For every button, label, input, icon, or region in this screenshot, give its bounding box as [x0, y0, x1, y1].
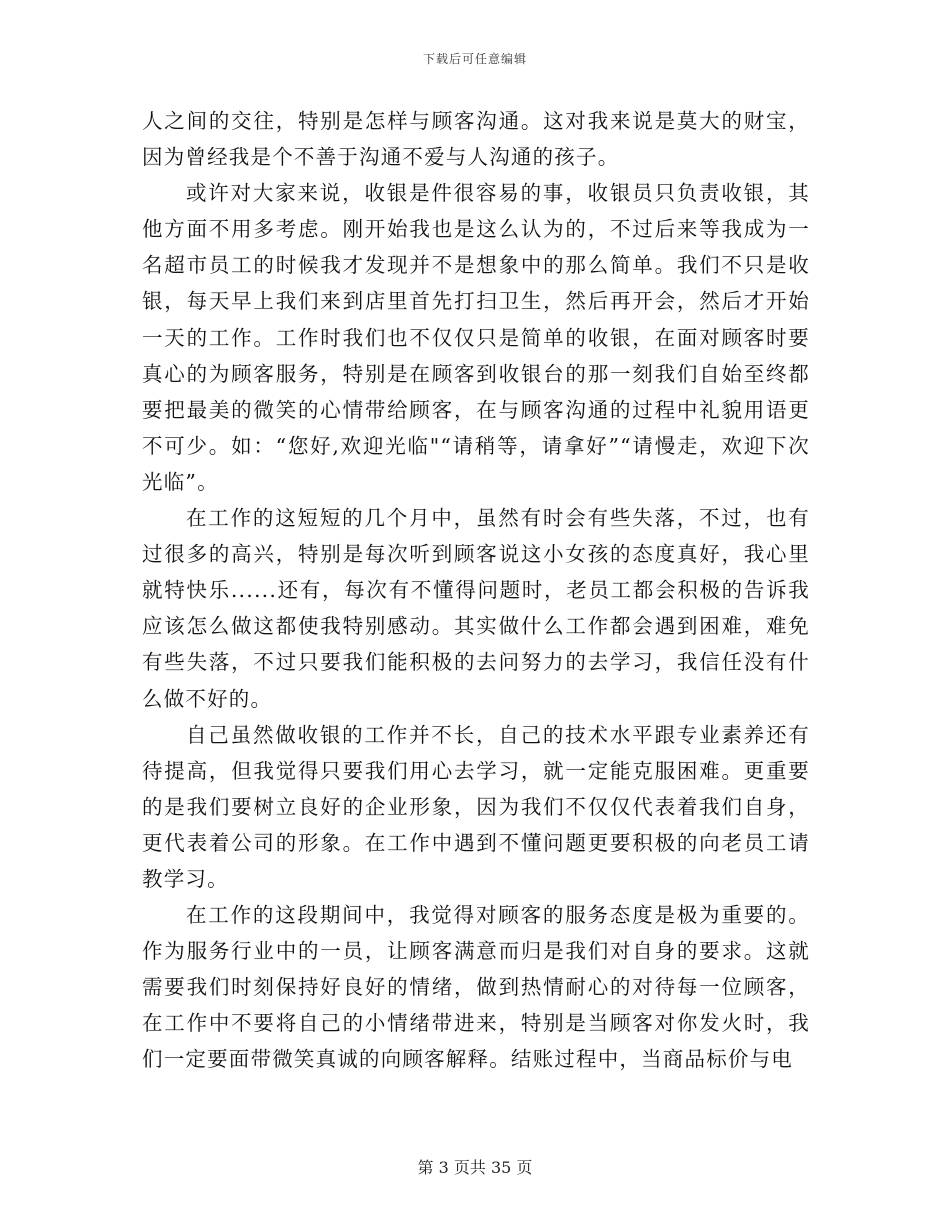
page-number: 第 3 页共 35 页 [417, 1158, 533, 1177]
paragraph-1: 人之间的交往，特别是怎样与顾客沟通。这对我来说是莫大的财宝，因为曾经我是个不善于沟通不爱与人沟通的孩子。 [142, 109, 810, 170]
document-body [142, 103, 810, 1078]
paragraph-4: 自己虽然做收银的工作并不长，自己的技术水平跟专业素养还有待提高，但我觉得只要我们用心去学习，就一定能克服困难。更重要的是我们要树立良好的企业形象，因为我们不仅仅代表着我们自身，更代表着公司的形象。在工作中遇到不懂问题更要积极的向老员工请教学习。 [142, 722, 810, 891]
page-header-note: 下载后可任意编辑 [422, 52, 527, 66]
paragraph-2: 或许对大家来说，收银是件很容易的事，收银员只负责收银，其他方面不用多考虑。刚开始我也是这么认为的，不过后来等我成为一名超市员工的时候我才发现并不是想象中的那么简单。我们不只是收银，每天早上我们来到店里首先打扫卫生，然后再开会，然后才开始一天的工作。工作时我们也不仅仅只是简单的收银，在面对顾客时要真心的为顾客服务，特别是在顾客到收银台的那一刻我们自始至终都要把最美的微笑的心情带给顾客，在与顾客沟通的过程中礼貌用语更不可少。如：“您好,欢迎光临"“请稍等，请拿好”“请慢走，欢迎下次光临”。 [142, 181, 810, 494]
paragraph-5: 在工作的这段期间中，我觉得对顾客的服务态度是极为重要的。作为服务行业中的一员，让顾客满意而归是我们对自身的要求。这就需要我们时刻保持好良好的情绪，做到热情耐心的对待每一位顾客，在工作中不要将自己的小情绪带进来，特别是当顾客对你发火时，我们一定要面带微笑真诚的向顾客解释。结账过程中，当商品标价与电 [142, 903, 810, 1072]
paragraph-3: 在工作的这短短的几个月中，虽然有时会有些失落，不过，也有过很多的高兴，特别是每次听到顾客说这小女孩的态度真好，我心里就特快乐......还有，每次有不懂得问题时，老员工都会积极的告诉我应该怎么做这都使我特别感动。其实做什么工作都会遇到困难，难免有些失落，不过只要我们能积极的去问努力的去学习，我信任没有什么做不好的。 [142, 506, 810, 711]
